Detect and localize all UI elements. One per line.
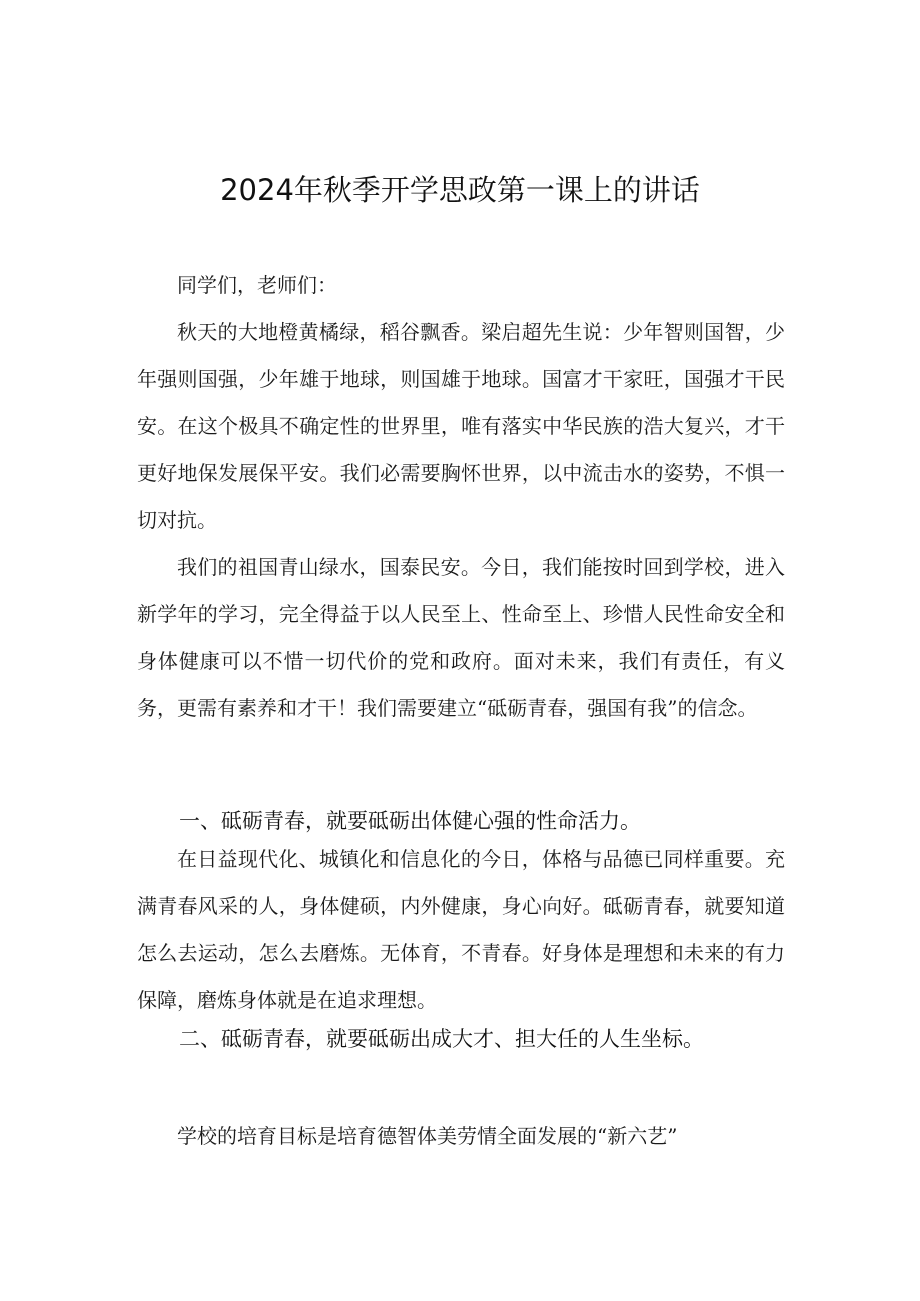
paragraph-3: 在日益现代化、城镇化和信息化的今日，体格与品德已同样重要。充满青春风采的人，身体健硕，内外健康，身心向好。砥砺青春，就要知道怎么去运动，怎么去磨炼。无体育，不青春。好身体是理想和未来的有力保障，磨炼身体就是在追求理想。 xyxy=(137,847,785,1012)
paragraph-4: 学校的培育目标是培育德智体美劳情全面发展的“新六艺” xyxy=(177,1124,678,1148)
section-1-block xyxy=(137,836,785,1024)
section-heading-2: 二、砥砺青春，就要砥砺出成大才、担大任的人生坐标。 xyxy=(179,1027,704,1051)
document-title: 2024年秋季开学思政第一课上的讲话 xyxy=(220,173,700,207)
paragraph-2: 我们的祖国青山绿水，国泰民安。今日，我们能按时回到学校，进入新学年的学习，完全得益于以人民至上、性命至上、珍惜人民性命安全和身体健康可以不惜一切代价的党和政府。面对未来，我们有责任，有义务，更需有素养和才干！我们需要建立“砥砺青春，强国有我”的信念。 xyxy=(137,555,785,720)
section-2-block xyxy=(137,1113,785,1160)
greeting: 同学们，老师们： xyxy=(177,273,337,297)
section-heading-1: 一、砥砺青春，就要砥砺出体健心强的性命活力。 xyxy=(179,809,641,833)
paragraph-1: 秋天的大地橙黄橘绿，稻谷飘香。梁启超先生说：少年智则国智，少年强则国强，少年雄于地球，则国雄于地球。国富才干家旺，国强才干民安。在这个极具不确定性的世界里，唯有落实中华民族的浩大复兴，才干更好地保发展保平安。我们必需要胸怀世界，以中流击水的姿势，不惧一切对抗。 xyxy=(137,320,785,532)
intro-block xyxy=(137,262,785,732)
section-heading-2-block xyxy=(137,1016,785,1063)
